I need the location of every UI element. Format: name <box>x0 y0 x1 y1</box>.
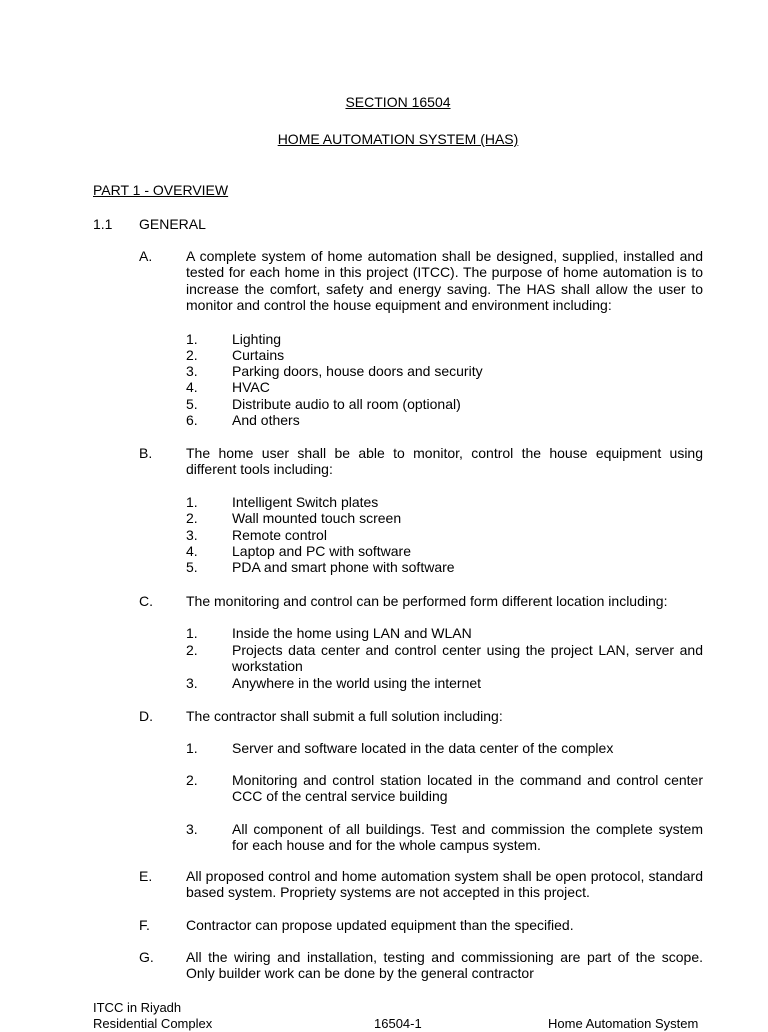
list-item-number: 2. <box>186 642 198 658</box>
list-item: Projects data center and control center using the project LAN, server and workstation <box>232 642 703 675</box>
list-item-number: 3. <box>186 675 198 691</box>
paragraph-c: The monitoring and control can be performed form different location including: <box>186 593 668 609</box>
list-item-number: 1. <box>186 740 198 756</box>
list-item-number: 2. <box>186 510 198 526</box>
list-item: Distribute audio to all room (optional) <box>232 396 461 412</box>
list-item: Curtains <box>232 347 285 363</box>
list-item-number: 5. <box>186 396 198 412</box>
paragraph-g: All the wiring and installation, testing and commissioning are part of the scope. Only builder work can be done by the general contractor <box>186 949 703 982</box>
part-heading: PART 1 - OVERVIEW <box>93 182 229 198</box>
list-item: Monitoring and control station located in the command and control center CCC of the central service building <box>232 772 703 805</box>
paragraph-label-e: E. <box>139 868 153 884</box>
subsection-title: GENERAL <box>139 216 206 232</box>
list-item-number: 4. <box>186 379 198 395</box>
list-item: Laptop and PC with software <box>232 543 411 559</box>
list-item-number: 1. <box>186 331 198 347</box>
list-item-number: 3. <box>186 363 198 379</box>
list-item: Inside the home using LAN and WLAN <box>232 625 472 641</box>
list-item: All component of all buildings. Test and commission the complete system for each house and for the whole campus system. <box>232 821 703 854</box>
paragraph-label-c: C. <box>139 593 153 609</box>
list-item-number: 5. <box>186 559 198 575</box>
list-item-number: 2. <box>186 347 198 363</box>
footer-project: ITCC in Riyadh <box>93 1000 182 1015</box>
paragraph-b: The home user shall be able to monitor, control the house equipment using different tools including: <box>186 445 703 478</box>
paragraph-label-d: D. <box>139 708 153 724</box>
list-item: Anywhere in the world using the internet <box>232 675 482 691</box>
section-heading: SECTION 16504 <box>345 94 451 110</box>
list-item-number: 6. <box>186 412 198 428</box>
list-item: PDA and smart phone with software <box>232 559 455 575</box>
paragraph-e: All proposed control and home automation system shall be open protocol, standard based system. Propriety systems are not accepted in this project. <box>186 868 703 901</box>
paragraph-f: Contractor can propose updated equipment than the specified. <box>186 917 574 933</box>
list-item: Parking doors, house doors and security <box>232 363 483 379</box>
list-item: And others <box>232 412 300 428</box>
list-item: Server and software located in the data center of the complex <box>232 740 614 756</box>
paragraph-label-b: B. <box>139 445 153 461</box>
list-item: Remote control <box>232 527 327 543</box>
paragraph-label-f: F. <box>139 917 150 933</box>
footer-complex: Residential Complex <box>93 1016 213 1031</box>
list-item: Lighting <box>232 331 282 347</box>
list-item-number: 3. <box>186 821 198 837</box>
paragraph-a: A complete system of home automation shall be designed, supplied, installed and tested for each home in this project (ITCC). The purpose of home automation is to increase the comfort, safety and energy saving. The HAS shall allow the user to monitor and control the house equipment and environment including: <box>186 248 703 314</box>
list-item: Intelligent Switch plates <box>232 494 379 510</box>
paragraph-label-g: G. <box>139 949 154 965</box>
footer-page-number: 16504-1 <box>374 1016 422 1031</box>
paragraph-label-a: A. <box>139 248 153 264</box>
paragraph-d: The contractor shall submit a full solution including: <box>186 708 503 724</box>
list-item: HVAC <box>232 379 270 395</box>
list-item-number: 2. <box>186 772 198 788</box>
list-item-number: 4. <box>186 543 198 559</box>
footer-doc-title: Home Automation System <box>548 1016 699 1031</box>
list-item-number: 1. <box>186 625 198 641</box>
list-item-number: 1. <box>186 494 198 510</box>
document-title: HOME AUTOMATION SYSTEM (HAS) <box>277 131 519 147</box>
subsection-number: 1.1 <box>93 216 113 232</box>
list-item: Wall mounted touch screen <box>232 510 402 526</box>
list-item-number: 3. <box>186 527 198 543</box>
